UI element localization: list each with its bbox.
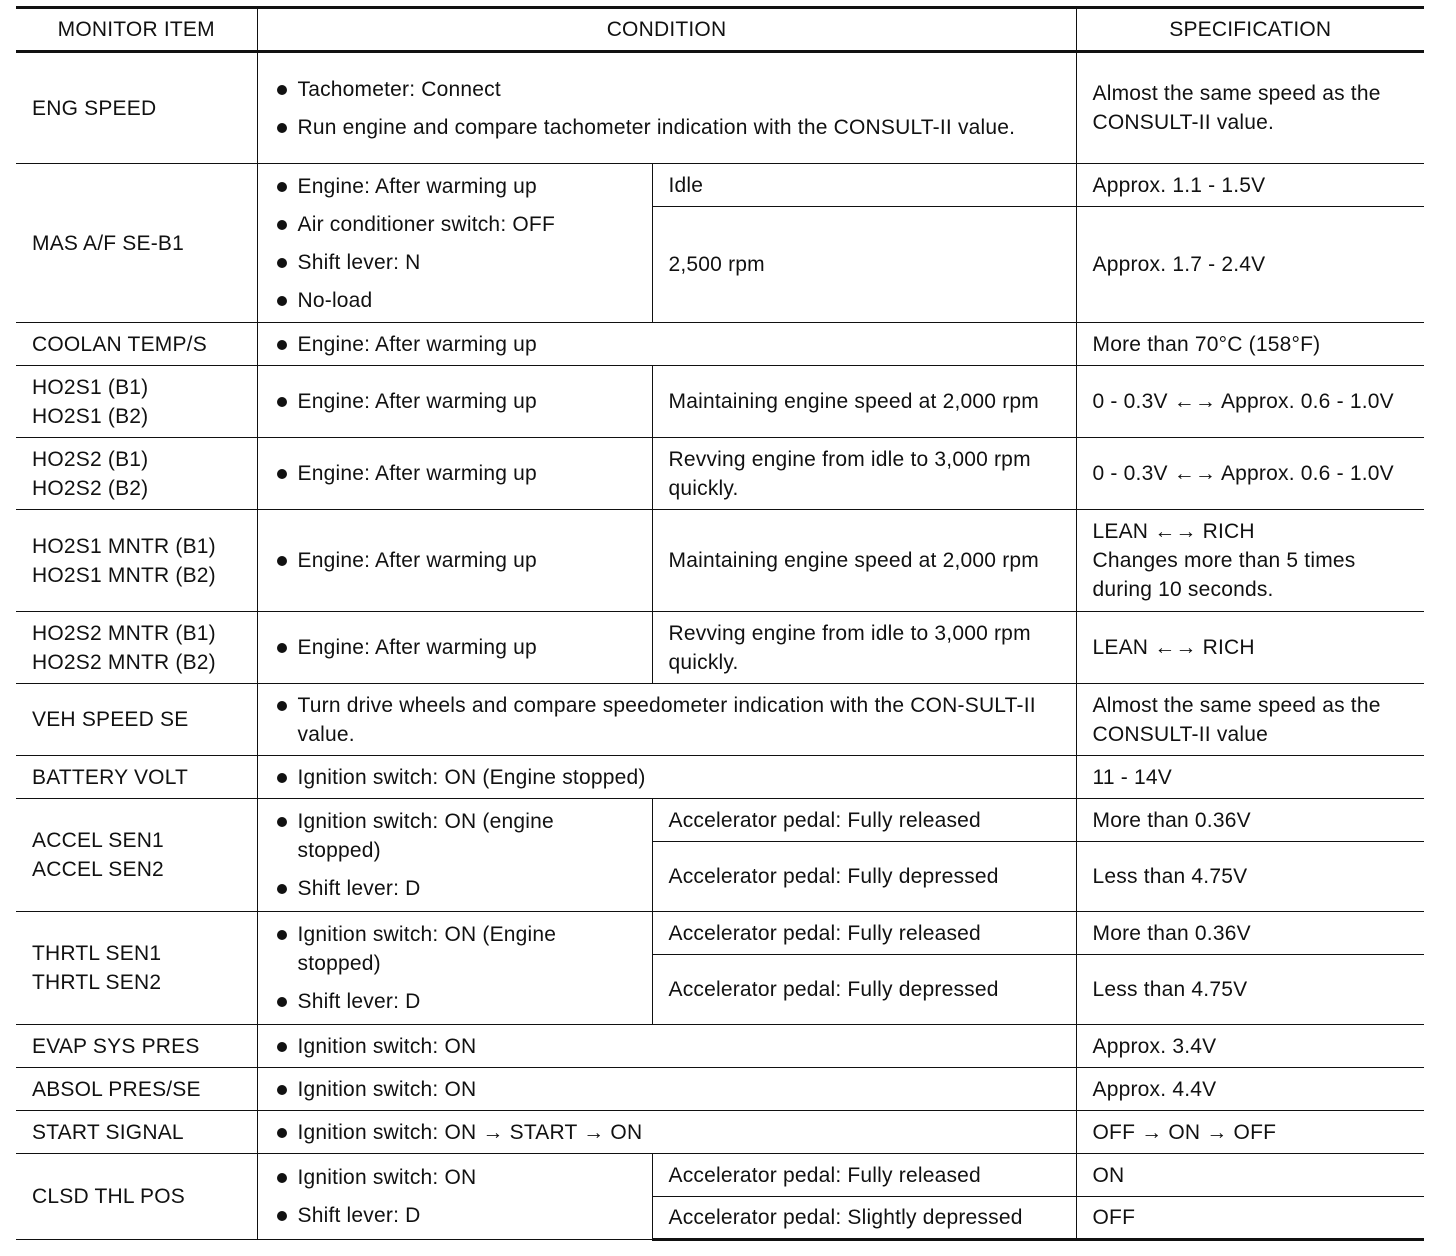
monitor-item-line: THRTL SEN2 [32,971,162,994]
condition-bullet: Shift lever: D [276,987,638,1016]
monitor-item: VEH SPEED SE [16,684,257,756]
monitor-item-line: HO2S2 (B2) [32,476,149,500]
table-row [16,1111,1424,1154]
monitor-item: ENG SPEED [16,52,257,164]
specification: Approx. 4.4V [1076,1068,1424,1111]
specification: Approx. 1.1 - 1.5V [1076,164,1424,207]
condition-bullet: Ignition switch: ON (Engine stopped) [276,763,1062,792]
specification: Less than 4.75V [1076,955,1424,1025]
monitor-item: ABSOL PRES/SE [16,1068,257,1111]
table-row [16,323,1424,366]
table-row [16,366,1424,438]
specification: LEAN ←→ RICH [1076,612,1424,684]
specification: 0 - 0.3V ←→ Approx. 0.6 - 1.0V [1076,438,1424,510]
specification: More than 0.36V [1076,799,1424,842]
monitor-item-line: HO2S1 (B1) [32,375,149,399]
sub-condition: Accelerator pedal: Fully released [652,912,1076,955]
specification: More than 0.36V [1076,912,1424,955]
specification: Approx. 1.7 - 2.4V [1076,207,1424,323]
sub-condition: 2,500 rpm [652,207,1076,323]
condition-cell [257,1111,1076,1154]
table-row [16,912,1424,955]
header-monitor-item: MONITOR ITEM [16,8,257,52]
sub-condition: Accelerator pedal: Fully released [652,799,1076,842]
header-condition: CONDITION [257,8,1076,52]
condition-cell [257,799,652,912]
condition-bullet: Ignition switch: ON [276,1032,1062,1061]
condition-cell [257,164,652,323]
specification: Almost the same speed as the CONSULT-II value [1076,684,1424,756]
specification: Less than 4.75V [1076,842,1424,912]
sub-condition: Revving engine from idle to 3,000 rpm quickly. [652,438,1076,510]
sub-condition: Maintaining engine speed at 2,000 rpm [652,510,1076,612]
condition-bullet: Engine: After warming up [276,546,638,575]
condition-cell [257,438,652,510]
table-row [16,756,1424,799]
table-row [16,799,1424,842]
table-row [16,52,1424,164]
monitor-item-line: HO2S1 MNTR (B1) [32,534,216,558]
table-row [16,612,1424,684]
condition-cell [257,52,1076,164]
condition-bullet: Ignition switch: ON [276,1075,1062,1104]
table-row [16,1025,1424,1068]
table-row [16,438,1424,510]
condition-bullet: Ignition switch: ON → START → ON [276,1118,1062,1147]
condition-cell [257,1025,1076,1068]
specification-line: Changes more than 5 times during 10 seconds. [1092,549,1356,601]
table-row [16,1154,1424,1197]
specification: ON [1076,1154,1424,1197]
sub-condition: Accelerator pedal: Slightly depressed [652,1197,1076,1240]
monitor-item-line: HO2S2 (B1) [32,447,149,471]
condition-bullet: No-load [276,286,638,315]
monitor-spec-table [16,6,1424,1241]
condition-bullet: Engine: After warming up [276,330,1062,359]
condition-bullet: Air conditioner switch: OFF [276,210,638,239]
condition-cell [257,366,652,438]
condition-cell [257,510,652,612]
condition-bullet: Engine: After warming up [276,387,638,416]
sub-condition: Maintaining engine speed at 2,000 rpm [652,366,1076,438]
condition-bullet: Turn drive wheels and compare speedometer indication with the CON-SULT-II value. [276,691,1062,749]
specification: 0 - 0.3V ←→ Approx. 0.6 - 1.0V [1076,366,1424,438]
monitor-item [16,438,257,510]
sub-condition: Accelerator pedal: Fully depressed [652,955,1076,1025]
monitor-item-line: HO2S1 (B2) [32,404,149,428]
sub-condition: Accelerator pedal: Fully depressed [652,842,1076,912]
monitor-item: BATTERY VOLT [16,756,257,799]
monitor-item [16,612,257,684]
sub-condition: Accelerator pedal: Fully released [652,1154,1076,1197]
condition-cell [257,684,1076,756]
condition-cell [257,756,1076,799]
condition-bullet: Ignition switch: ON (Engine stopped) [276,920,638,978]
table-row [16,1068,1424,1111]
specification: More than 70°C (158°F) [1076,323,1424,366]
specification-line: LEAN ←→ RICH [1092,520,1255,543]
monitor-item-line: THRTL SEN1 [32,942,162,965]
specification: OFF [1076,1197,1424,1240]
condition-cell [257,912,652,1025]
sub-condition: Revving engine from idle to 3,000 rpm quickly. [652,612,1076,684]
specification [1076,510,1424,612]
table-row [16,684,1424,756]
monitor-item [16,912,257,1025]
monitor-item: CLSD THL POS [16,1154,257,1240]
monitor-item-line: HO2S2 MNTR (B1) [32,621,216,645]
header-specification: SPECIFICATION [1076,8,1424,52]
monitor-item [16,799,257,912]
condition-bullet: Shift lever: D [276,874,638,903]
monitor-item [16,366,257,438]
monitor-item: EVAP SYS PRES [16,1025,257,1068]
monitor-item-line: HO2S1 MNTR (B2) [32,563,216,587]
specification: 11 - 14V [1076,756,1424,799]
condition-cell [257,1154,652,1240]
specification: Approx. 3.4V [1076,1025,1424,1068]
table-row [16,164,1424,207]
condition-bullet: Ignition switch: ON [276,1163,638,1192]
condition-bullet: Shift lever: N [276,248,638,277]
condition-bullet: Ignition switch: ON (engine stopped) [276,807,638,865]
table-row [16,510,1424,612]
monitor-item-line: ACCEL SEN2 [32,858,164,881]
condition-bullet: Engine: After warming up [276,172,638,201]
condition-cell [257,612,652,684]
monitor-item [16,510,257,612]
condition-bullet: Shift lever: D [276,1201,638,1230]
condition-cell [257,1068,1076,1111]
condition-cell [257,323,1076,366]
monitor-item-line: ACCEL SEN1 [32,829,164,852]
monitor-item-line: HO2S2 MNTR (B2) [32,650,216,674]
monitor-item: MAS A/F SE-B1 [16,164,257,323]
condition-bullet: Tachometer: Connect [276,75,1062,104]
condition-bullet: Engine: After warming up [276,633,638,662]
condition-bullet: Engine: After warming up [276,459,638,488]
monitor-item: COOLAN TEMP/S [16,323,257,366]
specification: Almost the same speed as the CONSULT-II value. [1076,52,1424,164]
table-header-row [16,8,1424,52]
sub-condition: Idle [652,164,1076,207]
specification: OFF → ON → OFF [1076,1111,1424,1154]
monitor-item: START SIGNAL [16,1111,257,1154]
condition-bullet: Run engine and compare tachometer indication with the CONSULT-II value. [276,113,1062,142]
